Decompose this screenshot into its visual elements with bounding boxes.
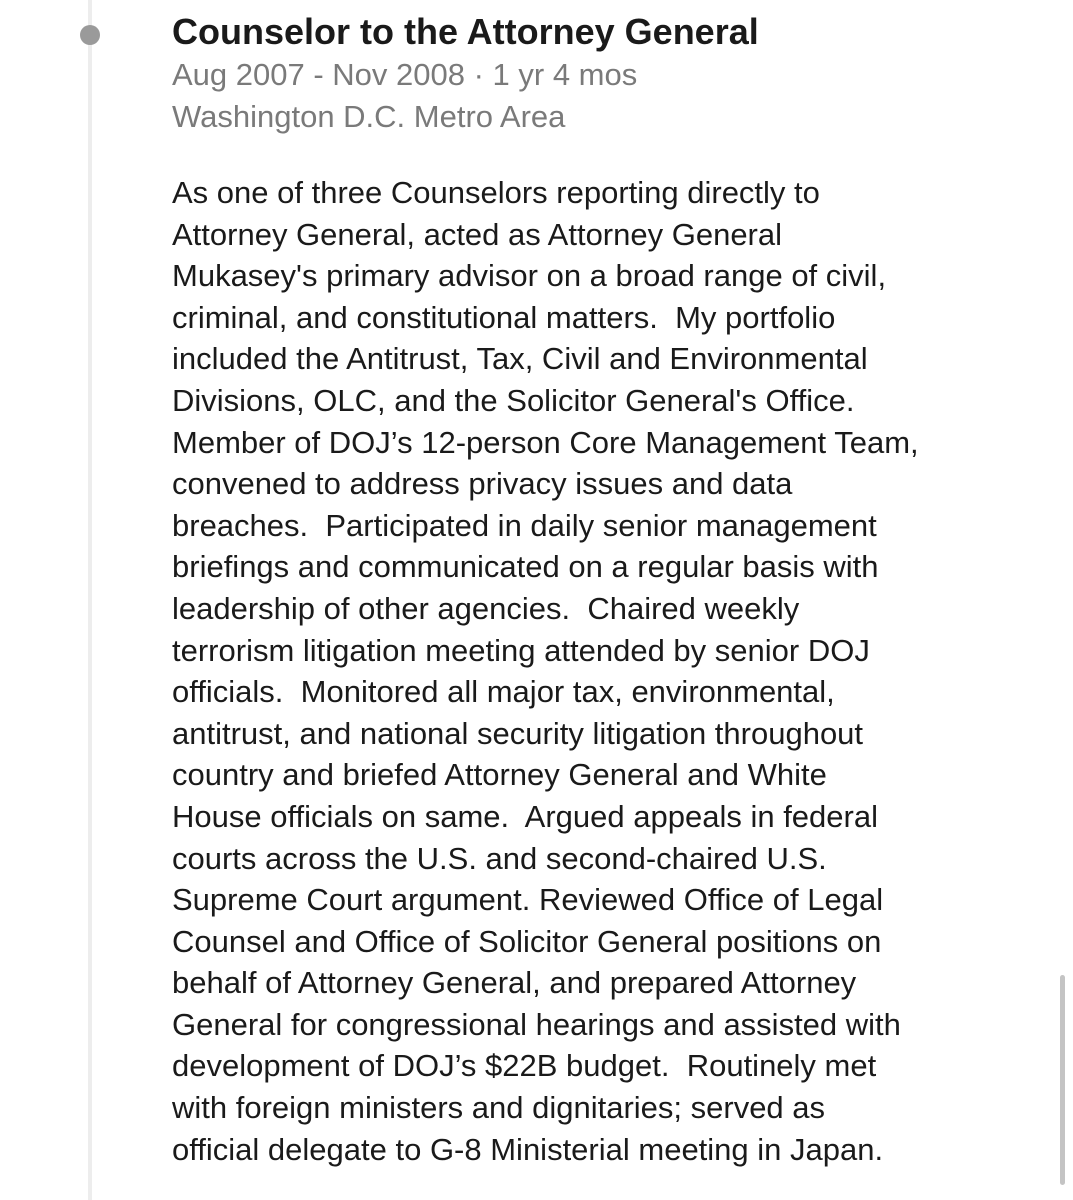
description-line: leadership of other agencies. Chaired weekly — [172, 590, 800, 626]
description-line: Supreme Court argument. Reviewed Office of Legal — [172, 882, 884, 918]
description-line: officials. Monitored all major tax, environmental, — [172, 674, 835, 710]
description-line: terrorism litigation meeting attended by senior DOJ — [172, 632, 870, 668]
description-line: General for congressional hearings and assisted with — [172, 1006, 901, 1042]
employment-dates: Aug 2007 - Nov 2008 · 1 yr 4 mos — [172, 57, 638, 92]
description-line: with foreign ministers and dignitaries; served as — [172, 1090, 826, 1126]
description-line: House officials on same. Argued appeals in federal — [172, 798, 878, 834]
description-line: briefings and communicated on a regular basis with — [172, 549, 879, 585]
scrollbar[interactable] — [1060, 975, 1065, 1185]
description-line: courts across the U.S. and second-chaired U.S. — [172, 840, 827, 876]
timeline-line — [88, 0, 92, 1200]
job-title: Counselor to the Attorney General — [172, 11, 759, 52]
description-line: included the Antitrust, Tax, Civil and Environmental — [172, 341, 868, 377]
description-line: development of DOJ’s $22B budget. Routinely met — [172, 1048, 877, 1084]
description-line: breaches. Participated in daily senior management — [172, 507, 877, 543]
description-line: Mukasey's primary advisor on a broad range of civil, — [172, 258, 887, 294]
description-line: behalf of Attorney General, and prepared Attorney — [172, 965, 857, 1001]
description-line: Member of DOJ’s 12-person Core Management Team, — [172, 424, 919, 460]
description-line: criminal, and constitutional matters. My portfolio — [172, 299, 836, 335]
description-line: convened to address privacy issues and data — [172, 466, 793, 502]
description-line: country and briefed Attorney General and White — [172, 757, 827, 793]
description-line: Attorney General, acted as Attorney General — [172, 216, 783, 252]
description-line: official delegate to G-8 Ministerial meeting in Japan. — [172, 1131, 884, 1167]
job-description — [172, 172, 1052, 1170]
description-line: antitrust, and national security litigation throughout — [172, 715, 864, 751]
timeline-dot — [80, 25, 100, 45]
job-location: Washington D.C. Metro Area — [172, 99, 566, 134]
description-line: As one of three Counselors reporting directly to — [172, 175, 820, 210]
experience-entry — [172, 10, 1052, 1170]
description-line: Counsel and Office of Solicitor General positions on — [172, 923, 882, 959]
description-line: Divisions, OLC, and the Solicitor General's Office. — [172, 382, 855, 418]
